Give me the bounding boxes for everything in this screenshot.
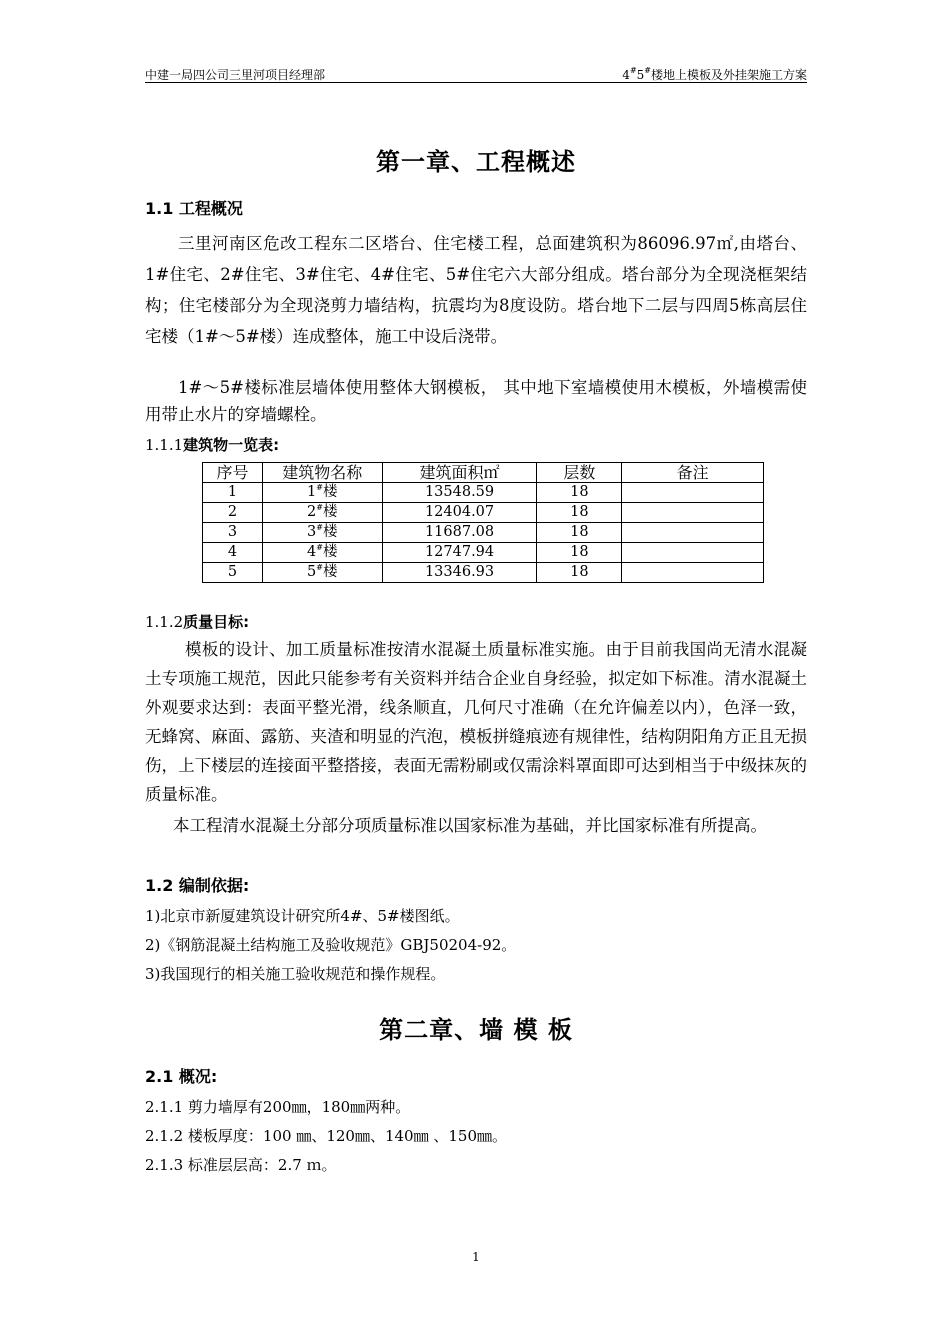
cell-area: 13548.59	[382, 483, 537, 503]
quality-target-para-2: 本工程清水混凝土分部分项质量标准以国家标准为基础，并比国家标准有所提高。	[173, 816, 767, 835]
table-row	[203, 543, 764, 563]
section-2-1-heading: 2.1 概况:	[145, 1067, 218, 1086]
header-company: 中建一局四公司三里河项目经理部	[145, 68, 326, 82]
cell-floors: 18	[537, 563, 622, 583]
cell-name: 4#楼	[262, 543, 382, 563]
cell-area: 13346.93	[382, 563, 537, 583]
page-header	[145, 66, 807, 83]
col-header-no: 序号	[203, 463, 263, 483]
cell-area: 12404.07	[382, 503, 537, 523]
cell-name: 2#楼	[262, 503, 382, 523]
cell-note	[622, 563, 764, 583]
cell-note	[622, 543, 764, 563]
cell-name: 1#楼	[262, 483, 382, 503]
cell-name: 5#楼	[262, 563, 382, 583]
cell-area: 12747.94	[382, 543, 537, 563]
section-1-1-1-heading: 1.1.1建筑物一览表:	[145, 436, 280, 454]
cell-no: 3	[203, 523, 263, 543]
basis-item-1: 1)北京市新厦建筑设计研究所4#、5#楼图纸。	[145, 907, 460, 925]
col-header-note: 备注	[622, 463, 764, 483]
table-row	[203, 483, 764, 503]
cell-no: 4	[203, 543, 263, 563]
cell-note	[622, 503, 764, 523]
section-1-1-heading: 1.1 工程概况	[145, 199, 243, 218]
cell-no: 2	[203, 503, 263, 523]
basis-item-3: 3)我国现行的相关施工验收规范和操作规程。	[145, 965, 446, 983]
overview-item-2: 2.1.2 楼板厚度：100 ㎜、120㎜、140㎜ 、150㎜。	[145, 1127, 507, 1145]
cell-floors: 18	[537, 543, 622, 563]
cell-name: 3#楼	[262, 523, 382, 543]
section-1-1-para-1: 三里河南区危改工程东二区塔台、住宅楼工程，总面建筑积为86096.97㎡,由塔台、1#住宅、2#住宅、3#住宅、4#住宅、5#住宅六大部分组成。塔台部分为全现浇框架结构；住宅楼部分为全现浇剪力墙结构，抗震均为8度设防。塔台地下二层与四周5栋高层住宅楼（1#～5#楼）连成整体，施工中设后浇带。	[145, 234, 807, 346]
quality-target-para-1: 模板的设计、加工质量标准按清水混凝土质量标准实施。由于目前我国尚无清水混凝土专项施工规范，因此只能参考有关资料并结合企业自身经验，拟定如下标准。清水混凝土外观要求达到：表面平整光滑，线条顺直，几何尺寸准确（在允许偏差以内），色泽一致，无蜂窝、麻面、露筋、夹渣和明显的汽泡，模板拼缝痕迹有规律性，结构阴阳角方正且无损伤，上下楼层的连接面平整搭接，表面无需粉刷或仅需涂料罩面即可达到相当于中级抹灰的质量标准。	[145, 640, 807, 804]
col-header-name: 建筑物名称	[262, 463, 382, 483]
col-header-floors: 层数	[537, 463, 622, 483]
section-1-2-heading: 1.2 编制依据:	[145, 876, 250, 895]
table-row	[203, 563, 764, 583]
section-1-1-para-2: 1#～5#楼标准层墙体使用整体大钢模板， 其中地下室墙模使用木模板，外墙模需使用带止水片的穿墙螺栓。	[145, 378, 807, 424]
header-doc-title: 4#5#楼地上模板及外挂架施工方案	[622, 66, 807, 82]
col-header-area: 建筑面积㎡	[382, 463, 537, 483]
table-row	[203, 503, 764, 523]
overview-item-3: 2.1.3 标准层层高：2.7 ｍ。	[145, 1156, 337, 1174]
cell-area: 11687.08	[382, 523, 537, 543]
cell-floors: 18	[537, 483, 622, 503]
building-table	[202, 462, 764, 583]
basis-item-2: 2)《钢筋混凝土结构施工及验收规范》GBJ50204-92。	[145, 936, 517, 954]
cell-floors: 18	[537, 523, 622, 543]
page-number: 1	[472, 1250, 480, 1264]
cell-note	[622, 523, 764, 543]
table-header-row	[203, 463, 764, 483]
cell-no: 5	[203, 563, 263, 583]
table-row	[203, 523, 764, 543]
chapter-2-title: 第二章、墙 模 板	[379, 1016, 573, 1044]
cell-floors: 18	[537, 503, 622, 523]
chapter-1-title: 第一章、工程概述	[376, 148, 576, 176]
cell-note	[622, 483, 764, 503]
overview-item-1: 2.1.1 剪力墙厚有200㎜，180㎜两种。	[145, 1098, 411, 1116]
section-1-1-2-heading: 1.1.2质量目标:	[145, 613, 250, 631]
cell-no: 1	[203, 483, 263, 503]
